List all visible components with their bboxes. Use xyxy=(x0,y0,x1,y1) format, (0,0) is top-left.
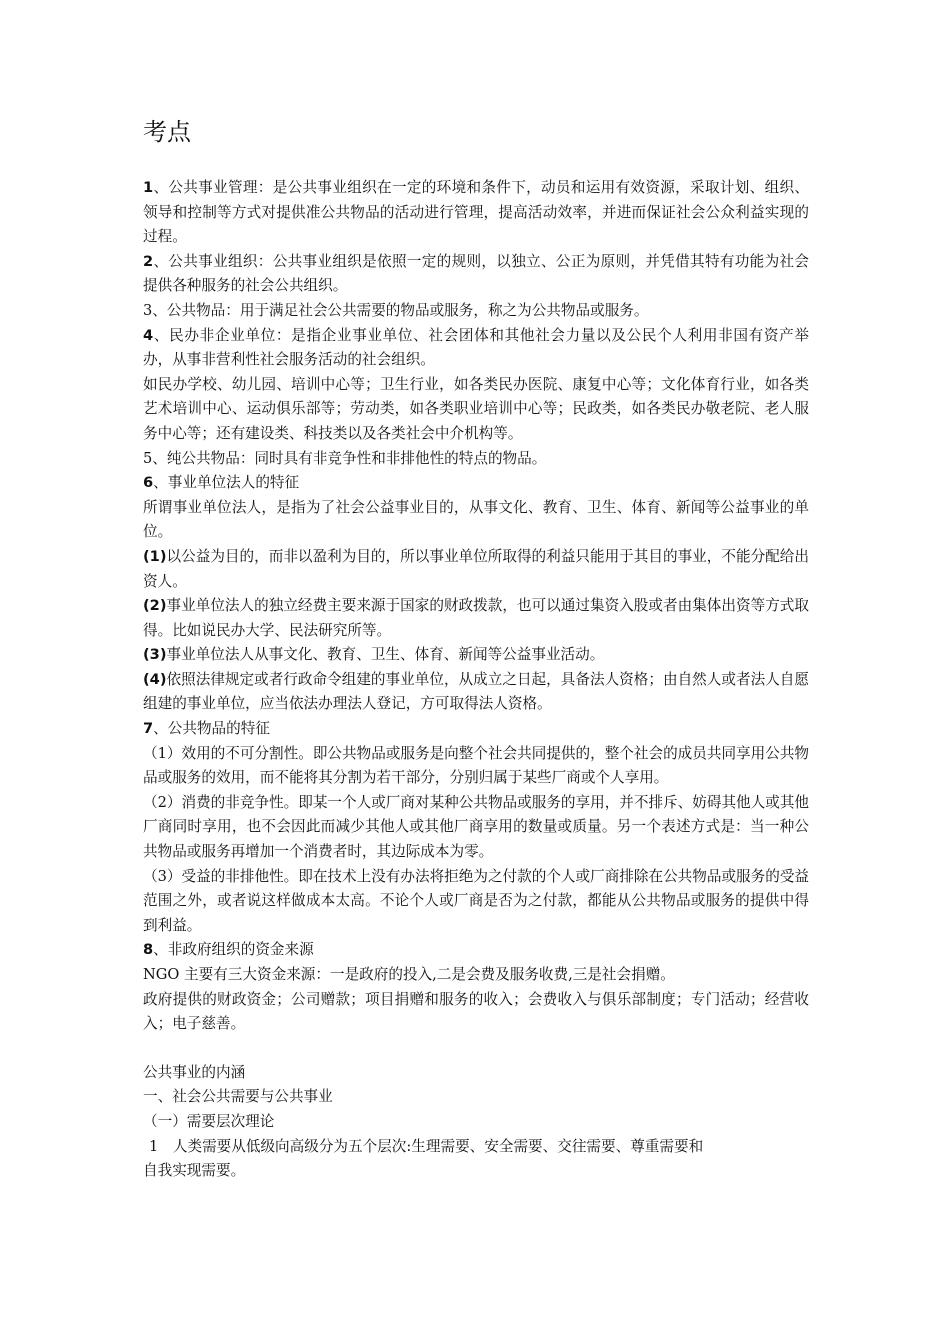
item-number: 6 xyxy=(143,474,154,492)
exam-point-paragraph xyxy=(143,865,809,939)
exam-point-paragraph xyxy=(143,299,809,324)
item-number: 4 xyxy=(143,326,154,344)
item-number: 1 xyxy=(143,179,154,196)
item-text: （2）消费的非竞争性。即某一个人或厂商对某种公共物品或服务的享用，并不排斥、妨碍其他人或其他厂商同时享用，也不会因此而减少其他人或其他厂商享用的数量或质量。另一个表述方式是：当一种公共物品或服务再增加一个消费者时，其边际成本为零。 xyxy=(143,793,810,861)
item-text: 所谓事业单位法人，是指为了社会公益事业目的，从事文化、教育、卫生、体育、新闻等公益事业的单位。 xyxy=(143,498,809,541)
item-text: 事业单位法人的独立经费主要来源于国家的财政拨款，也可以通过集资入股或者由集体出资等方式取得。比如说民办大学、民法研究所等。 xyxy=(143,597,809,639)
exam-point-paragraph xyxy=(143,324,809,373)
exam-points-list xyxy=(143,176,809,1037)
item-text: 依照法律规定或者行政命令组建的事业单位，从成立之日起，具备法人资格；由自然人或者法人自愿组建的事业单位，应当依法办理法人登记，方可取得法人资格。 xyxy=(143,670,809,713)
section-heading: 公共事业的内涵 xyxy=(143,1063,246,1081)
exam-point-paragraph xyxy=(143,938,809,963)
item-text: （1）效用的不可分割性。即公共物品或服务是向整个社会共同提供的，整个社会的成员共同享用公共物品或服务的效用，而不能将其分割为若干部分，分别归属于某些厂商或个人享用。 xyxy=(143,744,810,787)
item-number: 7 xyxy=(143,720,154,738)
item-number: (1) xyxy=(143,547,167,565)
item-text: （3）受益的非排他性。即在技术上没有办法将拒绝为之付款的个人或厂商排除在公共物品或服务的受益范围之外，或者说这样做成本太高。不论个人或厂商是否为之付款，都能从公共物品或服务的提供中得到利益。 xyxy=(143,867,810,934)
exam-point-paragraph xyxy=(143,373,809,447)
exam-point-paragraph xyxy=(143,963,809,988)
item-text: 以公益为目的，而非以盈利为目的，所以事业单位所取得的利益只能用于其目的事业，不能分配给出资人。 xyxy=(143,547,809,590)
item-number: (3) xyxy=(143,646,167,664)
exam-point-paragraph xyxy=(143,594,809,643)
item-text: 、公共事业管理：是公共事业组织在一定的环境和条件下，动员和运用有效资源，采取计划、组织、领导和控制等方式对提供准公共物品的活动进行管理，提高活动效率，并进而保证社会公众利益实现的过程。 xyxy=(143,179,809,246)
exam-point-paragraph xyxy=(143,176,809,250)
item-text: 政府提供的财政资金；公司赠款；项目捐赠和服务的收入；会费收入与俱乐部制度；专门活动；经营收入；电子慈善。 xyxy=(143,990,809,1033)
item-text: 、事业单位法人的特征 xyxy=(153,474,300,492)
exam-point-paragraph xyxy=(143,988,809,1037)
exam-point-paragraph xyxy=(143,471,809,496)
point-line-1: 1 人类需要从低级向高级分为五个层次:生理需要、安全需要、交往需要、尊重需要和 xyxy=(149,1137,704,1155)
exam-point-paragraph xyxy=(143,643,809,668)
page-title: 考点 xyxy=(143,118,191,146)
exam-point-paragraph xyxy=(143,496,809,545)
exam-point-paragraph xyxy=(143,545,809,594)
item-text: 5、纯公共物品：同时具有非竞争性和非排他性的特点的物品。 xyxy=(143,449,547,467)
exam-point-paragraph xyxy=(143,447,809,472)
exam-point-paragraph xyxy=(143,250,809,299)
item-text: 如民办学校、幼儿园、培训中心等；卫生行业，如各类民办医院、康复中心等；文化体育行业，如各类艺术培训中心、运动俱乐部等；劳动类，如各类职业培训中心等；民政类，如各类民办敬老院、老人服务中心等；还有建设类、科技类以及各类社会中介机构等。 xyxy=(143,375,809,442)
subsection-heading: 一、社会公共需要与公共事业 xyxy=(143,1088,333,1106)
exam-point-paragraph xyxy=(143,717,809,742)
item-number: (4) xyxy=(143,670,167,688)
item-text: 、公共物品的特征 xyxy=(153,720,270,738)
item-text: 事业单位法人从事文化、教育、卫生、体育、新闻等公益事业活动。 xyxy=(166,646,605,664)
item-number: 8 xyxy=(143,941,154,959)
item-number: (2) xyxy=(143,597,167,615)
subsubsection-heading: （一）需要层次理论 xyxy=(143,1112,275,1130)
section-spacer xyxy=(143,1037,809,1061)
item-text: 、民办非企业单位：是指企业事业单位、社会团体和其他社会力量以及公民个人利用非国有资产举办，从事非营利性社会服务活动的社会组织。 xyxy=(143,326,809,369)
point-paragraph xyxy=(143,1135,809,1184)
exam-point-paragraph xyxy=(143,791,809,865)
item-text: NGO 主要有三大资金来源：一是政府的投入,二是会费及服务收费,三是社会捐赠。 xyxy=(143,966,675,983)
item-text: 3、公共物品：用于满足社会公共需要的物品或服务，称之为公共物品或服务。 xyxy=(143,301,649,319)
exam-point-paragraph xyxy=(143,668,809,717)
point-line-2: 自我实现需要。 xyxy=(143,1162,246,1180)
exam-point-paragraph xyxy=(143,742,809,791)
item-number: 2 xyxy=(143,252,154,270)
item-text: 、公共事业组织：公共事业组织是依照一定的规则，以独立、公正为原则，并凭借其特有功能为社会提供各种服务的社会公共组织。 xyxy=(143,252,809,295)
document-page xyxy=(143,112,809,1184)
item-text: 、非政府组织的资金来源 xyxy=(153,941,314,959)
